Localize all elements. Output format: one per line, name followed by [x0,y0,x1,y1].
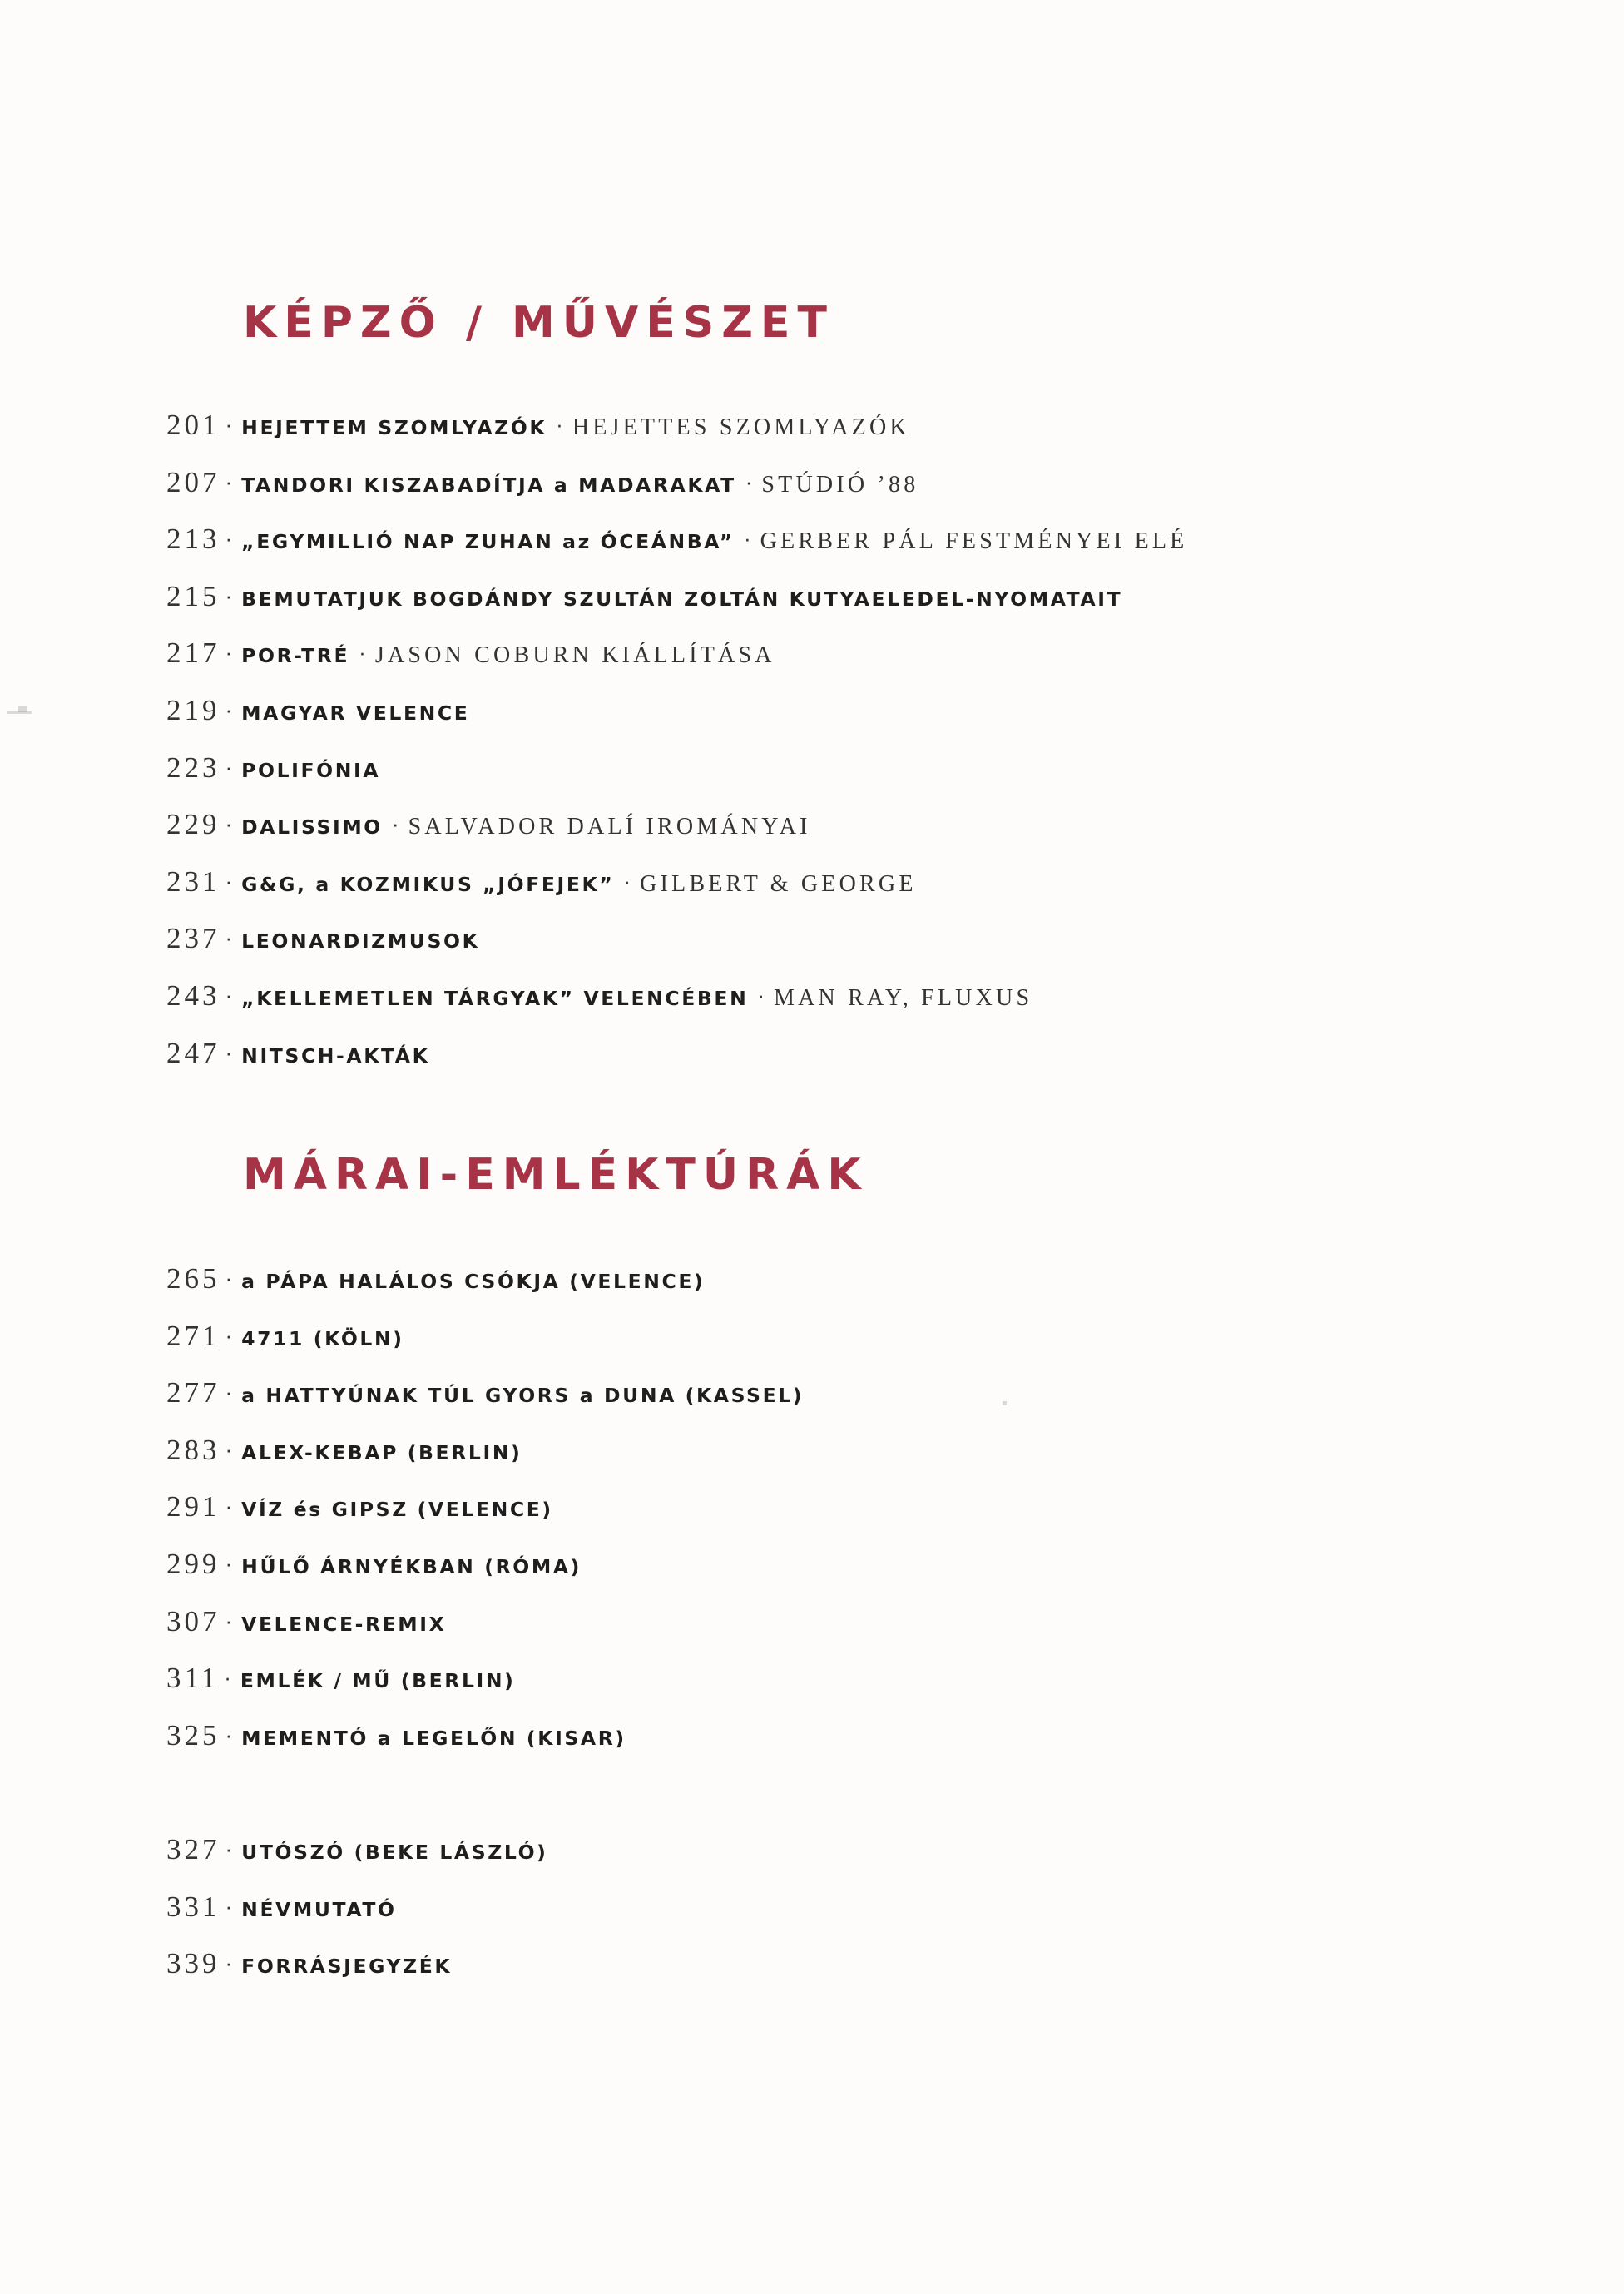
toc-entry [166,751,1187,809]
toc-entry [166,1662,804,1719]
toc-entry [166,580,1187,637]
entry-subtitle: STÚDIÓ ’88 [761,471,919,498]
entry-title: HŰLŐ ÁRNYÉKBAN (RÓMA) [241,1554,582,1578]
toc-entry [166,1719,804,1776]
separator-dot: · [757,982,765,1008]
entry-title: ALEX-KEBAP (BERLIN) [241,1440,522,1464]
page-number: 247 [166,1036,220,1069]
toc-entry [166,1833,548,1890]
separator-dot: · [225,1608,233,1633]
page-number: 331 [166,1890,220,1923]
toc-list-kepzo-muveszet [166,409,1187,1093]
separator-dot: · [224,1665,231,1691]
entry-title: „EGYMILLIÓ NAP ZUHAN az ÓCEÁNBA” [241,530,735,554]
section-heading-kepzo-muveszet: KÉPZŐ / MŰVÉSZET [243,298,834,348]
toc-entry [166,865,1187,923]
entry-title: 4711 (KÖLN) [241,1326,404,1350]
toc-entry [166,1890,548,1948]
separator-dot: · [623,868,631,894]
entry-title: POLIFÓNIA [241,758,381,782]
entry-title: FORRÁSJEGYZÉK [241,1955,453,1979]
separator-dot: · [225,1494,233,1519]
section-heading-marai-emlekturak: MÁRAI-EMLÉKTÚRÁK [243,1150,869,1200]
toc-entry [166,1262,804,1320]
toc-entry [166,1490,804,1548]
entry-title: MEMENTÓ a LEGELŐN (KISAR) [241,1726,626,1750]
separator-dot: · [225,868,233,894]
separator-dot: · [225,754,233,780]
separator-dot: · [225,982,233,1008]
toc-entry [166,523,1187,580]
entry-title: NÉVMUTATÓ [241,1897,397,1921]
separator-dot: · [225,696,233,722]
separator-dot: · [225,1722,233,1747]
page-number: 271 [166,1319,220,1352]
page-number: 207 [166,465,220,498]
separator-dot: · [743,526,751,552]
page-number: 213 [166,523,220,556]
page-number: 307 [166,1604,220,1638]
entry-title: LEONARDIZMUSOK [241,929,480,954]
separator-dot: · [225,925,233,951]
page-number: 265 [166,1262,220,1295]
separator-dot: · [225,811,233,837]
toc-entry [166,1947,548,2004]
toc-entry [166,979,1187,1037]
page-number: 327 [166,1833,220,1865]
separator-dot: · [225,526,233,552]
separator-dot: · [745,468,753,494]
toc-entry [166,1434,804,1491]
toc-list-appendix [166,1833,548,2004]
entry-subtitle: GILBERT & GEORGE [640,870,917,897]
separator-dot: · [225,468,233,494]
entry-title: TANDORI KISZABADÍTJA a MADARAKAT [241,473,736,497]
separator-dot: · [225,1550,233,1576]
separator-dot: · [225,1950,233,1976]
scan-mark [1003,1401,1007,1405]
entry-subtitle: GERBER PÁL FESTMÉNYEI ELÉ [760,528,1188,555]
page-number: 223 [166,751,220,784]
toc-entry [166,637,1187,694]
entry-title: UTÓSZÓ (BEKE LÁSZLÓ) [241,1841,548,1864]
page-number: 237 [166,922,220,955]
page-number: 217 [166,637,220,670]
page-number: 277 [166,1376,220,1410]
separator-dot: · [225,1266,233,1291]
entry-subtitle: MAN RAY, FLUXUS [774,984,1033,1011]
toc-entry [166,808,1187,865]
page-number: 243 [166,979,220,1012]
separator-dot: · [225,582,233,608]
separator-dot: · [359,640,366,666]
page-number: 311 [166,1662,220,1695]
toc-entry [166,466,1187,523]
toc-entry [166,694,1187,751]
entry-title: EMLÉK / MŰ (BERLIN) [240,1669,516,1693]
separator-dot: · [225,1836,233,1861]
separator-dot: · [391,811,399,837]
entry-title: VELENCE-REMIX [241,1612,447,1636]
entry-title: MAGYAR VELENCE [241,701,470,725]
entry-title: a HATTYÚNAK TÚL GYORS a DUNA (KASSEL) [241,1384,805,1408]
page-number: 229 [166,808,220,841]
separator-dot: · [225,1322,233,1348]
toc-entry [166,1548,804,1605]
page-number: 339 [166,1947,220,1980]
page-number: 291 [166,1490,220,1524]
entry-subtitle: SALVADOR DALÍ IROMÁNYAI [408,814,811,840]
toc-entry [166,922,1187,979]
page-number: 201 [166,409,220,441]
entry-title: G&G, a KOZMIKUS „JÓFEJEK” [241,872,615,896]
scan-mark [18,706,27,712]
separator-dot: · [225,1436,233,1462]
entry-title: „KELLEMETLEN TÁRGYAK” VELENCÉBEN [241,986,749,1010]
separator-dot: · [225,1380,233,1405]
page-number: 283 [166,1433,220,1466]
toc-entry [166,1320,804,1377]
entry-subtitle: HEJETTES SZOMLYAZÓK [572,414,910,440]
toc-entry [166,1376,804,1434]
entry-title: VÍZ és GIPSZ (VELENCE) [241,1498,553,1522]
page-number: 231 [166,865,220,898]
entry-title: HEJETTEM SZOMLYAZÓK [241,416,547,439]
entry-title: NITSCH-AKTÁK [241,1043,430,1068]
toc-entry [166,1605,804,1662]
toc-list-marai-emlekturak [166,1262,804,1776]
toc-entry [166,1037,1187,1094]
separator-dot: · [225,1893,233,1919]
entry-subtitle: JASON COBURN KIÁLLÍTÁSA [374,642,775,669]
entry-title: DALISSIMO [241,815,383,840]
separator-dot: · [225,1039,233,1065]
page-number: 325 [166,1718,220,1751]
page-number: 219 [166,693,220,726]
entry-title: a PÁPA HALÁLOS CSÓKJA (VELENCE) [241,1270,706,1293]
separator-dot: · [225,640,233,666]
toc-entry [166,409,1187,466]
page-number: 299 [166,1547,220,1580]
separator-dot: · [225,412,233,437]
separator-dot: · [556,412,563,437]
entry-title: BEMUTATJUK BOGDÁNDY SZULTÁN ZOLTÁN KUTYAELEDEL-NYOMATAIT [241,587,1123,611]
entry-title: POR-TRÉ [241,644,350,668]
page-number: 215 [166,579,220,612]
